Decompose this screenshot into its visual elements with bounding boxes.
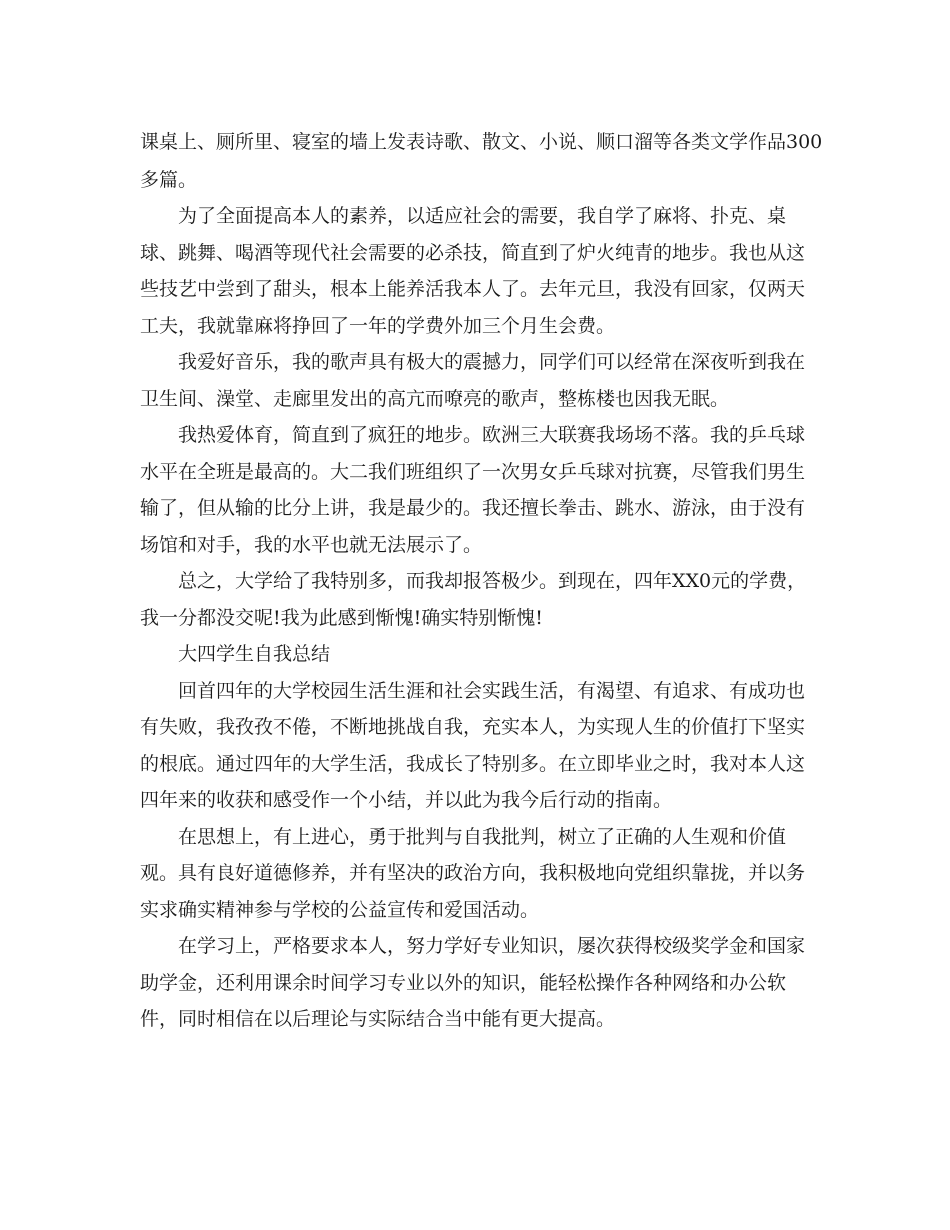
paragraph-first-line: 在思想上，有上进心，勇于批判与自我批判，树立了正确的人生观和价值 <box>178 826 787 848</box>
text-line: 件，同时相信在以后理论与实际结合当中能有更大提高。 <box>140 1008 616 1030</box>
text-line: 输了，但从输的比分上讲，我是最少的。我还擅长拳击、跳水、游泳，由于没有 <box>140 497 806 519</box>
text-line: 课桌上、厕所里、寝室的墙上发表诗歌、散文、小说、顺口溜等各类文学作品300 <box>140 131 823 153</box>
paragraph-first-line: 我热爱体育，简直到了疯狂的地步。欧洲三大联赛我场场不落。我的乒乓球 <box>178 424 806 446</box>
paragraph-first-line: 我爱好音乐，我的歌声具有极大的震撼力，同学们可以经常在深夜听到我在 <box>178 351 806 373</box>
text-line: 四年来的收获和感受作一个小结，并以此为我今后行动的指南。 <box>140 789 673 811</box>
paragraph-first-line: 为了全面提高本人的素养，以适应社会的需要，我自学了麻将、扑克、桌 <box>178 205 787 227</box>
text-line: 卫生间、澡堂、走廊里发出的高亢而嘹亮的歌声，整栋楼也因我无眠。 <box>140 388 730 410</box>
text-line: 工夫，我就靠麻将挣回了一年的学费外加三个月生会费。 <box>140 315 616 337</box>
text-line: 观。具有良好道德修养，并有坚决的政治方向，我积极地向党组织靠拢，并以务 <box>140 862 806 884</box>
text-line: 有失败，我孜孜不倦，不断地挑战自我，充实本人，为实现人生的价值打下坚实 <box>140 716 806 738</box>
text-line: 我一分都没交呢!我为此感到惭愧!确实特别惭愧! <box>140 607 543 629</box>
text-line: 球、跳舞、喝酒等现代社会需要的必杀技，简直到了炉火纯青的地步。我也从这 <box>140 242 806 264</box>
paragraph-first-line: 总之，大学给了我特别多，而我却报答极少。到现在，四年XX0元的学费， <box>178 570 807 592</box>
text-line: 场馆和对手，我的水平也就无法展示了。 <box>140 534 483 556</box>
text-line: 多篇。 <box>140 169 198 191</box>
text-line: 助学金，还利用课余时间学习专业以外的知识，能轻松操作各种网络和办公软 <box>140 972 787 994</box>
text-line: 水平在全班是最高的。大二我们班组织了一次男女乒乓球对抗赛，尽管我们男生 <box>140 461 806 483</box>
section-heading: 大四学生自我总结 <box>178 643 331 665</box>
paragraph-first-line: 回首四年的大学校园生活生涯和社会实践生活，有渴望、有追求、有成功也 <box>178 680 806 702</box>
text-line: 些技艺中尝到了甜头，根本上能养活我本人了。去年元旦，我没有回家，仅两天 <box>140 278 806 300</box>
text-line: 实求确实精神参与学校的公益宣传和爱国活动。 <box>140 899 540 921</box>
text-line: 的根底。通过四年的大学生活，我成长了特别多。在立即毕业之时，我对本人这 <box>140 753 806 775</box>
paragraph-first-line: 在学习上，严格要求本人，努力学好专业知识，屡次获得校级奖学金和国家 <box>178 935 806 957</box>
